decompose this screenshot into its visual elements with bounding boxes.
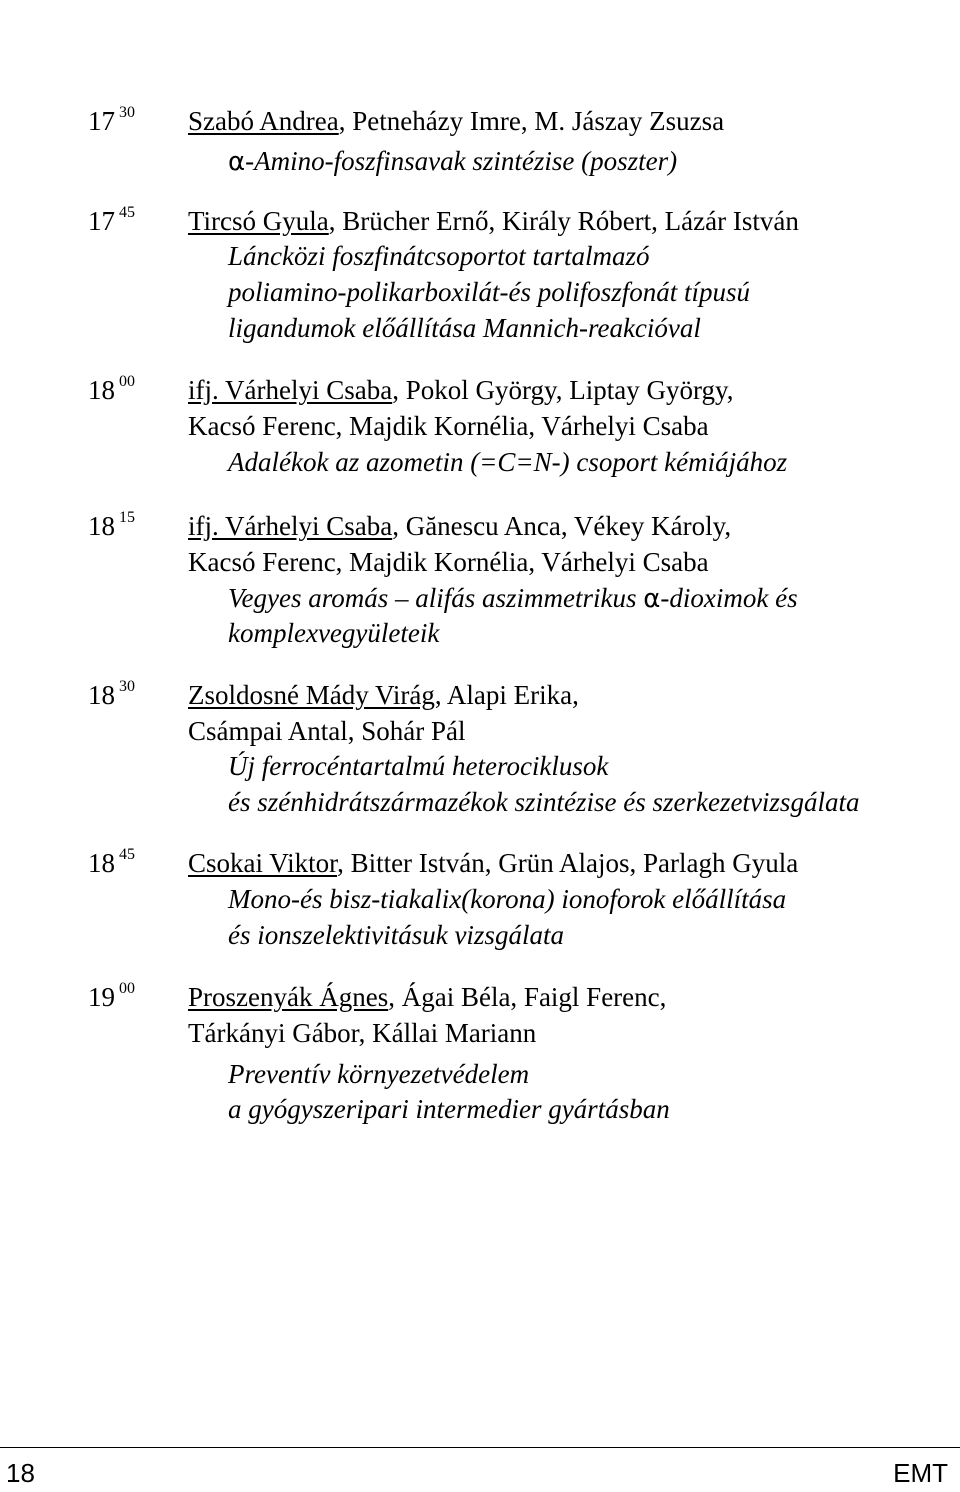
entry-title-line: a gyógyszeripari intermedier gyártásban	[228, 1094, 670, 1124]
footer-divider	[0, 1447, 960, 1448]
entry-time: 18 $^{30}$	[88, 678, 135, 710]
entry-time: 18 $^{00}$	[88, 373, 135, 405]
entry-title-line: és szénhidrátszármazékok szintézise és szerkezetvizsgálata	[228, 787, 860, 817]
presenting-author: Proszenyák Ágnes	[188, 982, 389, 1012]
entry-authors: ifj. Várhelyi Csaba, Pokol György, Liptay György,	[188, 375, 734, 405]
entry-time: 18 $^{15}$	[88, 509, 135, 541]
entry-time: 17 $^{45}$	[88, 204, 135, 236]
entry-authors: Zsoldosné Mády Virág, Alapi Erika,	[188, 680, 579, 710]
entry-time: 18 $^{45}$	[88, 846, 135, 878]
entry-authors: Szabó Andrea, Petneházy Imre, M. Jászay Zsuzsa	[188, 106, 725, 136]
entry-title-line: Mono-és bisz-tiakalix(korona) ionoforok előállítása	[228, 884, 787, 914]
presenting-author: ifj. Várhelyi Csaba	[188, 511, 393, 541]
entry-authors-line: Tárkányi Gábor, Kállai Mariann	[188, 1018, 537, 1048]
presenting-author: Zsoldosné Mády Virág	[188, 680, 435, 710]
entry-title-line: Adalékok az azometin (=C=N-) csoport kémiájához	[228, 447, 788, 477]
page-number: 18	[6, 1458, 35, 1488]
presenting-author: Szabó Andrea	[188, 106, 339, 136]
entry-title-line: Láncközi foszfinátcsoportot tartalmazó	[228, 241, 650, 271]
entry-authors: Proszenyák Ágnes, Ágai Béla, Faigl Ferenc,	[188, 982, 667, 1012]
entry-authors-line: Csámpai Antal, Sohár Pál	[188, 716, 466, 746]
entry-title: α-Amino-foszfinsavak szintézise (poszter)	[228, 146, 678, 177]
entry-title-line: ligandumok előállítása Mannich-reakcióval	[228, 313, 701, 343]
alpha-symbol: α	[643, 584, 661, 614]
entry-authors-line: Kacsó Ferenc, Majdik Kornélia, Várhelyi Csaba	[188, 547, 709, 577]
entry-title-line: komplexvegyületeik	[228, 618, 440, 648]
entry-title-line: poliamino-polikarboxilát-és polifoszfonát típusú	[228, 277, 750, 307]
presenting-author: Tircsó Gyula	[188, 206, 329, 236]
entry-authors: Tircsó Gyula, Brücher Ernő, Király Róbert, Lázár István	[188, 206, 799, 236]
presenting-author: Csokai Viktor	[188, 848, 338, 878]
entry-title-line: Új ferrocéntartalmú heterociklusok	[228, 751, 609, 781]
entry-title-line: Preventív környezetvédelem	[228, 1059, 530, 1089]
entry-authors: ifj. Várhelyi Csaba, Gănescu Anca, Vékey Károly,	[188, 511, 732, 541]
entry-title-line: Vegyes aromás – alifás aszimmetrikus α-dioximok és	[228, 583, 798, 614]
entry-time: 17 $^{30}$	[88, 104, 135, 136]
entry-title-line: és ionszelektivitásuk vizsgálata	[228, 920, 564, 950]
alpha-symbol: α	[228, 147, 246, 177]
entry-time: 19 $^{00}$	[88, 980, 135, 1012]
presenting-author: ifj. Várhelyi Csaba	[188, 375, 393, 405]
entry-authors: Csokai Viktor, Bitter István, Grün Alajos, Parlagh Gyula	[188, 848, 799, 878]
footer-label: EMT	[893, 1458, 948, 1488]
entry-authors-line: Kacsó Ferenc, Majdik Kornélia, Várhelyi Csaba	[188, 411, 709, 441]
